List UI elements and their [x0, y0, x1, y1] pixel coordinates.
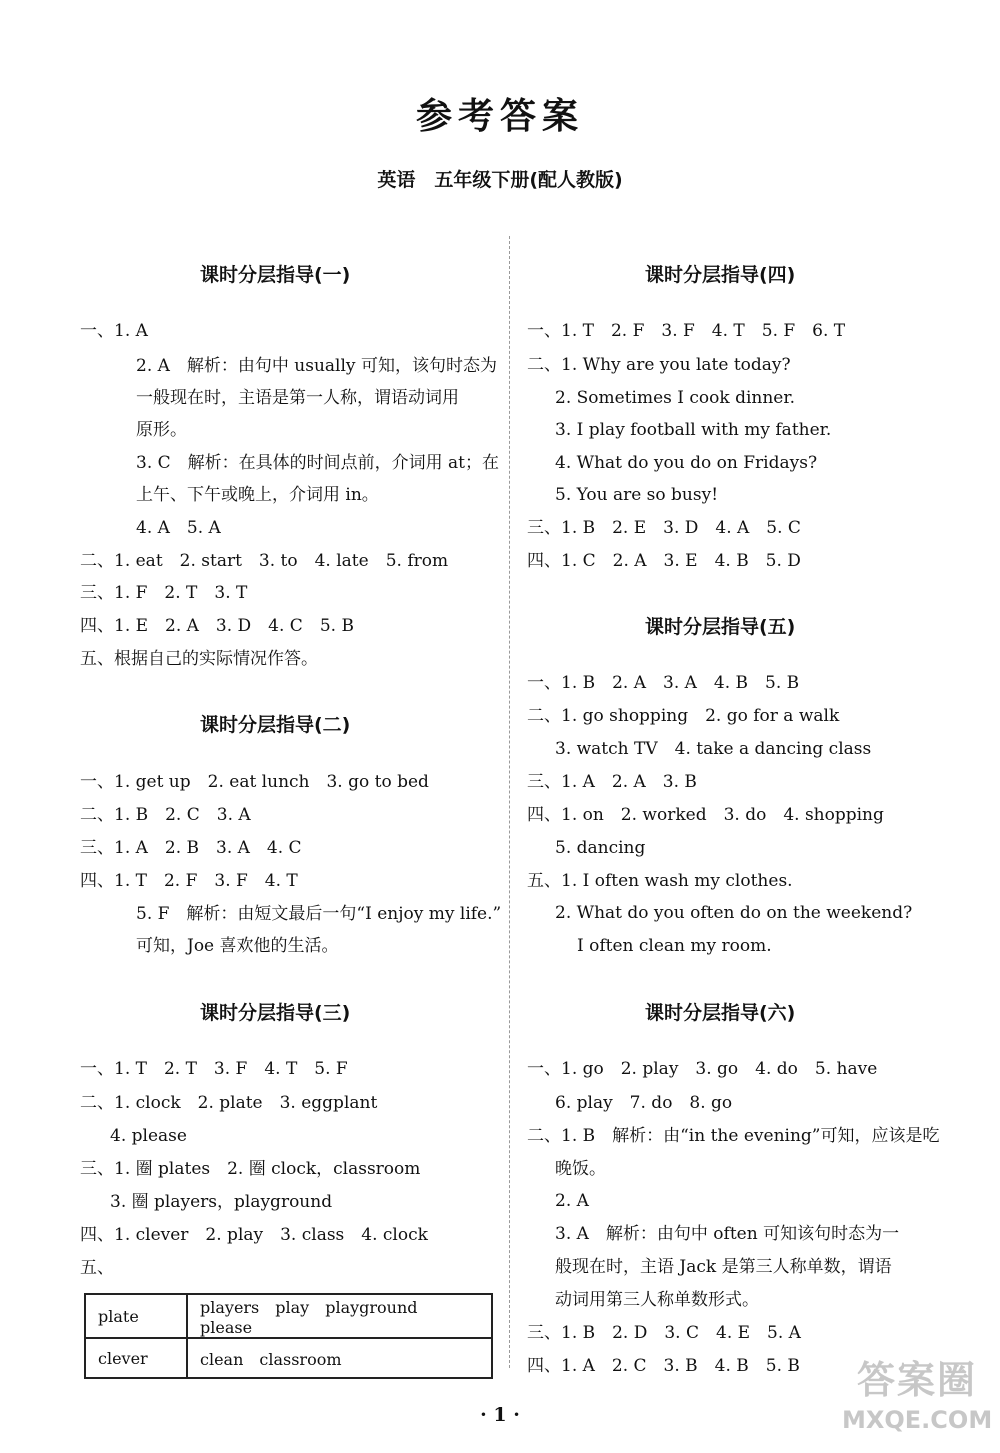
- answer-line: 四、1. C 2. A 3. E 4. B 5. D: [527, 551, 801, 571]
- section-title-1: 课时分层指导(一): [200, 264, 351, 286]
- section-title-2: 课时分层指导(二): [200, 714, 351, 736]
- answer-line: 上午、下午或晚上，介词用 in。: [136, 485, 379, 505]
- answer-line: 二、1. go shopping 2. go for a walk: [527, 706, 840, 726]
- answer-line: 二、1. Why are you late today?: [527, 355, 791, 375]
- answer-line: 一、1. T 2. F 3. F 4. T 5. F 6. T: [527, 321, 846, 341]
- answer-line: 一、1. go 2. play 3. go 4. do 5. have: [527, 1059, 878, 1079]
- answer-line: 2. Sometimes I cook dinner.: [555, 388, 796, 408]
- page-subtitle: 英语 五年级下册(配人教版): [377, 169, 623, 191]
- watermark-logo: [842, 1355, 992, 1447]
- answer-line: 四、1. clever 2. play 3. class 4. clock: [80, 1225, 428, 1245]
- table-cell-key: plate: [85, 1294, 187, 1338]
- answer-line: 一、1. A: [80, 321, 148, 341]
- answer-line: 一、1. T 2. T 3. F 4. T 5. F: [80, 1059, 348, 1079]
- page-number: · 1 ·: [480, 1404, 520, 1426]
- section-title-5: 课时分层指导(五): [645, 616, 796, 638]
- page-title: 参考答案: [415, 96, 584, 137]
- answer-line: 2. What do you often do on the weekend?: [555, 903, 913, 923]
- answer-line: 二、1. B 解析：由“in the evening”可知，应该是吃: [527, 1126, 940, 1146]
- answer-line: 四、1. on 2. worked 3. do 4. shopping: [527, 805, 884, 825]
- answer-line: 四、1. A 2. C 3. B 4. B 5. B: [527, 1356, 800, 1376]
- answer-line: 五、: [80, 1258, 114, 1278]
- answer-line: 3. I play football with my father.: [555, 420, 832, 440]
- section-title-6: 课时分层指导(六): [645, 1002, 796, 1024]
- answer-line: 四、1. T 2. F 3. F 4. T: [80, 871, 298, 891]
- answer-line: 二、1. clock 2. plate 3. eggplant: [80, 1093, 378, 1113]
- answer-line: 5. You are so busy!: [555, 485, 719, 505]
- answer-line: 三、1. A 2. B 3. A 4. C: [80, 838, 302, 858]
- column-divider: [509, 236, 510, 1368]
- answer-line: 2. A 解析：由句中 usually 可知，该句时态为: [136, 356, 497, 376]
- table-cell-key: clever: [85, 1338, 187, 1378]
- table-row: [85, 1338, 492, 1378]
- answer-line: 可知，Joe 喜欢他的生活。: [136, 936, 339, 956]
- watermark-top: 答案圈: [856, 1358, 977, 1402]
- word-sort-table: [84, 1293, 493, 1379]
- answer-line: 三、1. B 2. D 3. C 4. E 5. A: [527, 1323, 801, 1343]
- answer-line: 5. dancing: [555, 838, 646, 858]
- answer-line: 五、1. I often wash my clothes.: [527, 871, 793, 891]
- table-cell-words: clean classroom: [187, 1338, 492, 1378]
- answer-line: 五、根据自己的实际情况作答。: [80, 649, 318, 669]
- answer-line: 般现在时，主语 Jack 是第三人称单数，谓语: [555, 1257, 892, 1277]
- answer-line: 4. A 5. A: [136, 518, 221, 538]
- answer-line: 三、1. F 2. T 3. T: [80, 583, 248, 603]
- answer-line: 一、1. B 2. A 3. A 4. B 5. B: [527, 673, 800, 693]
- answer-line: 2. A: [555, 1191, 589, 1211]
- answer-line: 3. watch TV 4. take a dancing class: [555, 739, 872, 759]
- answer-line: 四、1. E 2. A 3. D 4. C 5. B: [80, 616, 354, 636]
- answer-line: 6. play 7. do 8. go: [555, 1093, 733, 1113]
- answer-line: 原形。: [136, 420, 187, 440]
- answer-line: 4. please: [110, 1126, 187, 1146]
- answer-line: 3. A 解析：由句中 often 可知该句时态为一: [555, 1224, 900, 1244]
- answer-line: 三、1. A 2. A 3. B: [527, 772, 697, 792]
- answer-line: 一、1. get up 2. eat lunch 3. go to bed: [80, 772, 429, 792]
- answer-line: 4. What do you do on Fridays?: [555, 453, 818, 473]
- section-title-3: 课时分层指导(三): [200, 1002, 351, 1024]
- answer-line: 5. F 解析：由短文最后一句“I enjoy my life.”: [136, 904, 502, 924]
- answer-line: 二、1. B 2. C 3. A: [80, 805, 251, 825]
- answer-line: 一般现在时，主语是第一人称，谓语动词用: [136, 388, 459, 408]
- answer-line: 晚饭。: [555, 1159, 606, 1179]
- answer-line: 三、1. 圈 plates 2. 圈 clock，classroom: [80, 1159, 421, 1179]
- section-title-4: 课时分层指导(四): [645, 264, 796, 286]
- answer-line: 3. 圈 players，playground: [110, 1192, 333, 1212]
- answer-line: 3. C 解析：在具体的时间点前，介词用 at；在: [136, 453, 500, 473]
- answer-line: 动词用第三人称单数形式。: [555, 1290, 759, 1310]
- table-cell-words: players play playground please: [187, 1294, 492, 1338]
- answer-line: 三、1. B 2. E 3. D 4. A 5. C: [527, 518, 801, 538]
- table-row: [85, 1294, 492, 1338]
- answer-line: 二、1. eat 2. start 3. to 4. late 5. from: [80, 551, 449, 571]
- answer-line: I often clean my room.: [577, 936, 772, 956]
- watermark-bottom: MXQE.COM: [842, 1406, 993, 1434]
